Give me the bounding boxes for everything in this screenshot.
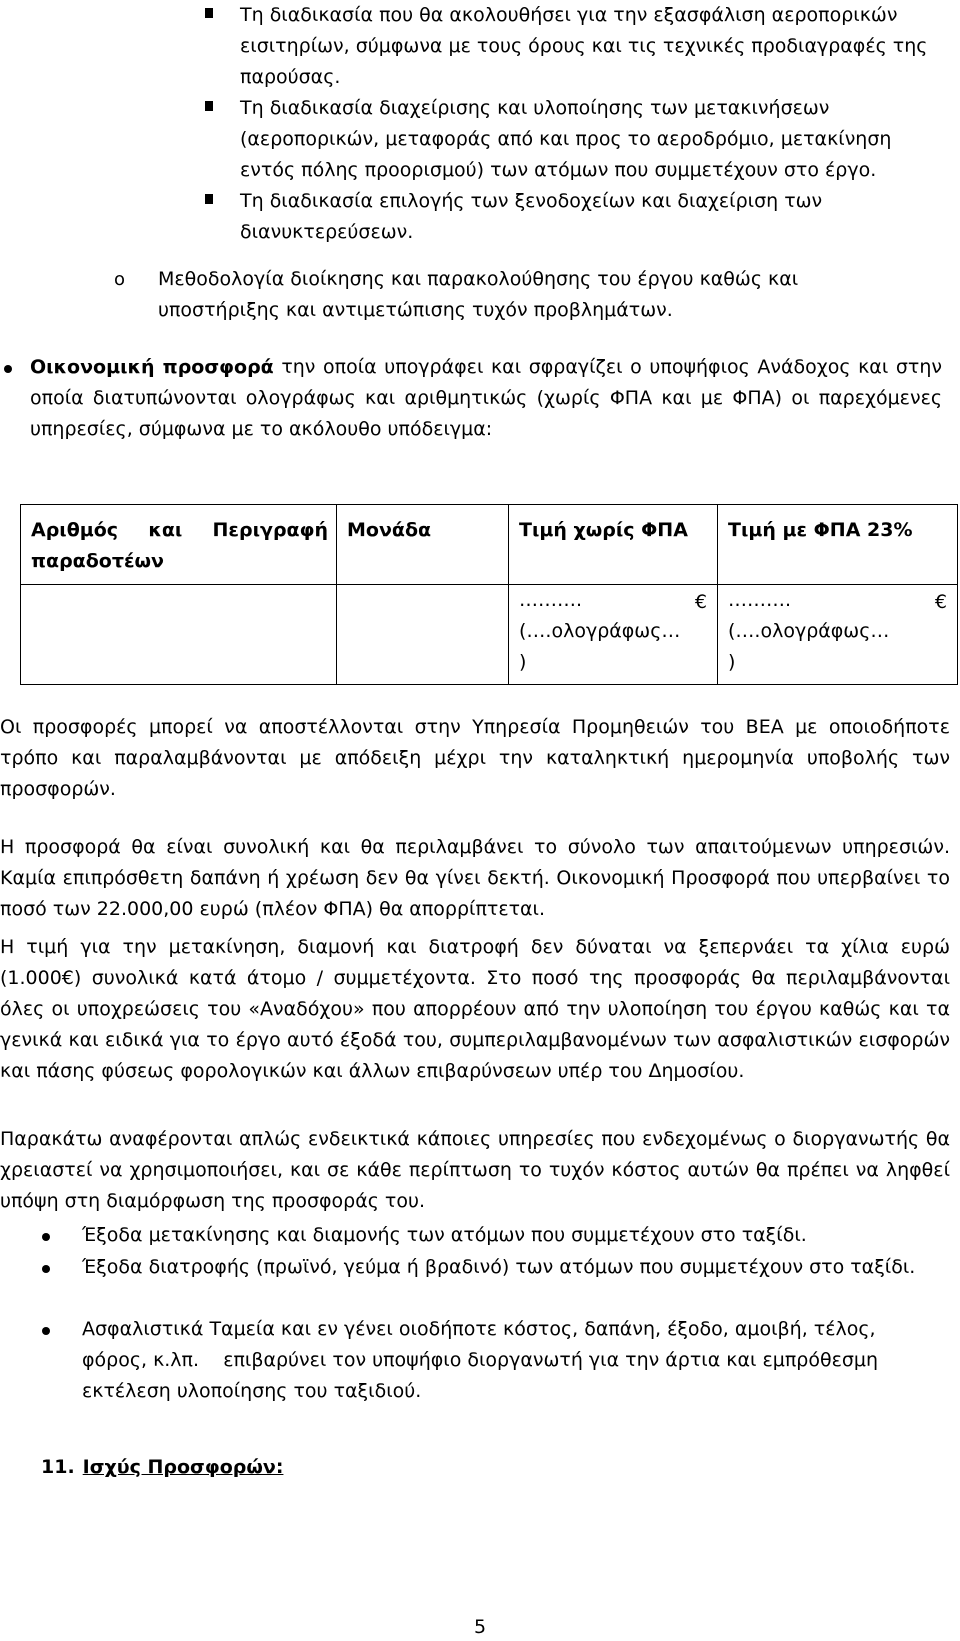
financial-offer-text: την οποία υπογράφει και σφραγίζει ο υποψήφιος Ανάδοχος και στην οποία διατυπώνονται ολογράφως και αριθμητικώς (χωρίς ΦΠΑ και με ΦΠΑ) οι παρεχόμενες υπηρεσίες, σύμφωνα με το ακόλουθο υπόδειγμα: [30,356,942,440]
list-item [82,1220,932,1251]
price-in-words: (….ολογράφως… [728,620,890,642]
price-table [20,504,958,685]
list-item-text: Μεθοδολογία διοίκησης και παρακολούθησης του έργου καθώς και υποστήριξης και αντιμετώπισης τυχόν προβλημάτων. [158,268,799,321]
euro-symbol: € [694,591,707,613]
header-unit: Μονάδα [337,505,509,585]
page-number: 5 [473,1616,487,1638]
square-bullet-icon [205,101,213,111]
section-number: 11. [41,1456,75,1478]
paragraph: Παρακάτω αναφέρονται απλώς ενδεικτικά κάποιες υπηρεσίες που ενδεχομένως ο διοργανωτής θα χρειαστεί να χρησιμοποιήσει, και σε κάθε περίπτωση το τυχόν κόστος αυτών θα πρέπει να ληφθεί υπόψη στη διαμόρφωση της προσφοράς του. [0,1128,950,1212]
bullet-icon [42,1265,50,1273]
price-no-vat-cell [509,585,718,685]
list-item-text: Τη διαδικασία διαχείρισης και υλοποίησης των μετακινήσεων (αεροπορικών, μεταφοράς από και προς το αεροδρόμιο, μετακίνηση εντός πόλης προορισμού) των ατόμων που συμμετέχουν στο έργο. [240,97,892,181]
bullet-icon [4,365,12,373]
list-item [82,1314,932,1407]
methodology-list-item [114,264,918,326]
list-item [240,186,940,248]
list-item [240,93,940,186]
list-item [240,0,940,93]
header-price-vat: Τιμή με ΦΠΑ 23% [718,505,958,585]
price-placeholder: ………. [519,589,583,611]
price-placeholder: ………. [728,589,792,611]
table-cell [21,585,337,685]
financial-offer-item [30,352,942,445]
euro-symbol: € [934,591,947,613]
bullet-icon [42,1233,50,1241]
header-price-no-vat: Τιμή χωρίς ΦΠΑ [509,505,718,585]
list-item-text: Έξοδα μετακίνησης και διαμονής των ατόμων που συμμετέχουν στο ταξίδι. [82,1224,807,1246]
list-item [82,1252,932,1283]
paragraph: Η προσφορά θα είναι συνολική και θα περιλαμβάνει το σύνολο των απαιτούμενων υπηρεσιών. Καμία επιπρόσθετη δαπάνη ή χρέωση δεν θα γίνει δεκτή. Οικονομική Προσφορά που υπερβαίνει το ποσό των 22.000,00 ευρώ (πλέον ΦΠΑ) θα απορρίπτεται. [0,836,950,920]
table-row [21,585,958,685]
table-cell [337,585,509,685]
section-heading [41,1452,283,1483]
paragraph: Η τιμή για την μετακίνηση, διαμονή και διατροφή δεν δύναται να ξεπερνάει τα χίλια ευρώ (1.000€) συνολικά κατά άτομο / συμμετέχοντα. Στο ποσό της προσφοράς θα περιλαμβάνονται όλες οι υποχρεώσεις του «Αναδόχου» που απορρέουν από την υλοποίηση του έργου καθώς και τα γενικά και ειδικά για το έργο αυτό έξοδά του, συμπεριλαμβανομένων των ασφαλιστικών εισφορών και πάσης φύσεως φορολογικών και άλλων επιβαρύνσεων υπέρ του Δημοσίου. [0,936,950,1082]
price-close: ) [728,651,736,673]
table-header-row [21,505,958,585]
list-item-text: Έξοδα διατροφής (πρωϊνό, γεύμα ή βραδινό) των ατόμων που συμμετέχουν στο ταξίδι. [82,1256,916,1278]
list-item-text: Ασφαλιστικά Ταμεία και εν γένει οιοδήποτε κόστος, δαπάνη, έξοδο, αμοιβή, τέλος, φόρος, κ.λπ. επιβαρύνει τον υποψήφιο διοργανωτή για την άρτια και εμπρόθεσμη εκτέλεση υλοποίησης του ταξιδιού. [82,1318,885,1402]
price-in-words: (….ολογράφως… [519,620,681,642]
price-close: ) [519,651,527,673]
list-item-text: Τη διαδικασία επιλογής των ξενοδοχείων και διαχείριση των διανυκτερεύσεων. [240,190,823,243]
bullet-icon [42,1327,50,1335]
list-item-text: Τη διαδικασία που θα ακολουθήσει για την εξασφάλιση αεροπορικών εισιτηρίων, σύμφωνα με τους όρους και τις τεχνικές προδιαγραφές της παρούσας. [240,4,928,88]
section-title: Ισχύς Προσφορών: [82,1456,284,1478]
financial-offer-label: Οικονομική προσφορά [30,356,274,378]
header-description: Αριθμός και Περιγραφή παραδοτέων [21,505,337,585]
circle-bullet-marker: o [114,269,126,290]
paragraph: Οι προσφορές μπορεί να αποστέλλονται στην Υπηρεσία Προμηθειών του ΒΕΑ με οποιοδήποτε τρόπο και παραλαμβάνονται με απόδειξη μέχρι την καταληκτική ημερομηνία υποβολής των προσφορών. [0,716,950,800]
square-bullet-icon [205,8,213,18]
square-bullet-icon [205,194,213,204]
price-vat-cell [718,585,958,685]
square-bullet-list [240,0,940,248]
